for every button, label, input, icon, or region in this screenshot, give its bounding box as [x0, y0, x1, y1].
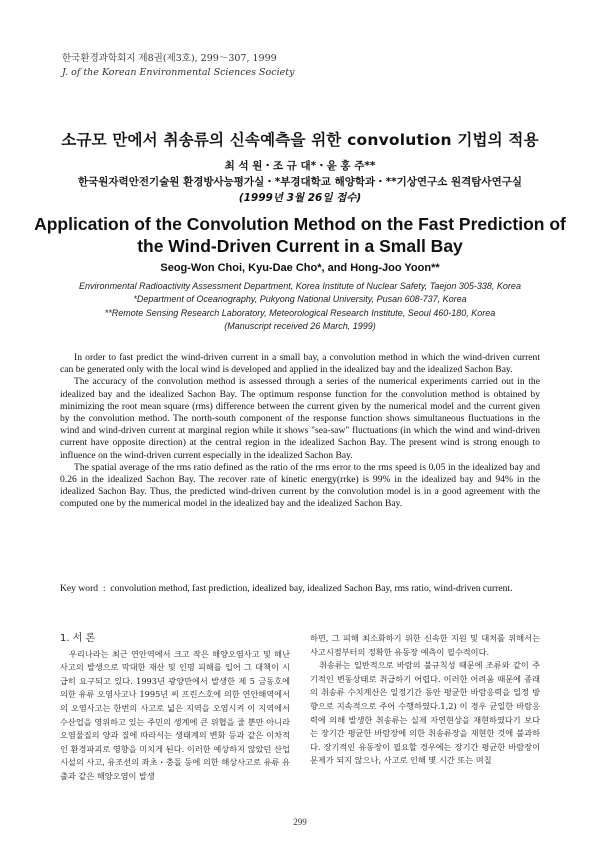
- abstract: [60, 352, 540, 511]
- korean-received-date: (1999년 3월 26일 접수): [238, 192, 362, 204]
- keyword-label: Key word :: [60, 583, 111, 594]
- abstract-paragraph-2: The accuracy of the convolution method is assessed through a series of the numerical experiments carried out in the idealized bay and the idealized Sachon Bay. The optimum response function for the convolution method is obtained by minimizing the root mean square (rms) difference between the current given by the numerical model and the current given by the convolution method. The north-south component of the response function shows simultaneous fluctuations in the wind and wind-driven current at marginal region while it shows "sea-saw" fluctuations (in which the wind and wind-driven current have opposite direction) at the central region in the idealized Sachon Bay. The present wind is strong enough to influence on the wind-driven current especially in the idealized Sachon Bay.: [60, 376, 540, 461]
- body-left-column: [60, 632, 290, 784]
- affiliation-3: **Remote Sensing Research Laboratory, Meteorological Research Institute, Seoul 460-180, Korea: [104, 307, 496, 318]
- english-authors: Seog-Won Choi, Kyu-Dae Cho*, and Hong-Joo Yoon**: [160, 262, 440, 274]
- korean-authors: 최 석 원・조 규 대*・윤 홍 주**: [224, 160, 376, 172]
- korean-affiliations: 한국원자력안전기술원 환경방사능평가실・*부경대학교 해양학과・**기상연구소 원격탐사연구실: [77, 176, 522, 188]
- english-affiliations: [0, 280, 600, 333]
- section-heading-introduction: 1. 서 론: [60, 633, 96, 644]
- english-title-line-2: the Wind-Driven Current in a Small Bay: [137, 236, 463, 256]
- english-title-line-1: Application of the Convolution Method on the Fast Prediction of: [34, 214, 566, 234]
- affiliation-2: *Department of Oceanography, Pukyong National University, Pusan 608-737, Korea: [133, 294, 467, 305]
- affiliation-1: Environmental Radioactivity Assessment Department, Korea Institute of Nuclear Safety, Taejon 305-338, Korea: [79, 281, 521, 291]
- abstract-paragraph-3: The spatial average of the rms ratio defined as the ratio of the rms error to the rms speed is 0.05 in the idealized bay and 0.26 in the idealized Sachon Bay. The recover rate of kinetic energy(rrke) is 99% in the idealized bay and 94% in the idealized Sachon Bay. Thus, the predicted wind-driven current by the convolution model is in a good agreement with the computed one by the numerical model in the idealized bay and the idealized Sachon Bay.: [60, 461, 540, 510]
- abstract-paragraph-1: In order to fast predict the wind-driven current in a small bay, a convolution method in which the wind-driven current can be generated only with the local wind is developed and applied in the idealized bay and the idealized Sachon Bay.: [60, 352, 540, 376]
- korean-journal-citation: 한국환경과학회지 제8권(제3호), 299～307, 1999: [62, 53, 277, 64]
- korean-title: 소규모 만에서 취송류의 신속예측을 위한 convolution 기법의 적용: [61, 131, 539, 149]
- keywords: [60, 583, 540, 595]
- english-journal-name: J. of the Korean Environmental Sciences Society: [62, 67, 295, 78]
- body-paragraph: 하면, 그 피해 최소화하기 위한 신속한 지원 및 대처를 위해서는 사고시점부터의 정확한 유동장 예측이 필수적이다.: [310, 633, 540, 657]
- body-paragraph: 우리나라는 최근 연안역에서 크고 작은 해양오염사고 및 해난사고의 발생으로 막대한 재산 및 인명 피해를 입어 그 대책이 시급히 요구되고 있다. 1993년 광양만에서 발생한 제 5 금동호에 의한 유류 오염사고나 1995년 씨 프린스호에 의한 연안해역에서의 오염사고는 한번의 사고로 넓은 지역을 오염시켜 이 지역에서 수산업을 영위하고 있는 주민의 생계에 큰 위협을 줄 뿐만 아니라 오염물질의 양과 질에 따라서는 생태계의 변화 등과 같은 이차적인 환경파괴로 영향을 미치게 된다. 이러한 예상하지 않았던 산업시설의 사고, 유조선의 좌초・충돌 등에 의한 해상사고로 유류 유출과 같은 해양오염이 발생: [60, 648, 290, 781]
- korean-author-block: [0, 158, 600, 206]
- body-paragraph: 취송류는 일반적으로 바람의 불규칙성 때문에 조류와 같이 주기적인 변동상태로 취급하기 어렵다. 이러한 어려움 때문에 종래의 취송류 수치계산은 일정기간 동안 평균한 바람응력을 일정 방향으로 지속적으로 주어 수행하였다.1,2) 이 경우 균일한 바람응력에 의해 발생한 취송류는 실제 자연현상을 재현하였다기 보다는 장기간 평균한 바람장에 의한 취송류장을 재현한 것에 불과하다. 장기적인 유동장이 필요할 경우에는 장기간 평균한 바람장이 문제가 되지 않으나, 사고로 인해 몇 시간 또는 며칠: [310, 660, 540, 766]
- keyword-list: convolution method, fast prediction, idealized bay, idealized Sachon Bay, rms ratio, wind-driven current.: [110, 583, 513, 594]
- english-title: [0, 213, 600, 257]
- page-number: 299: [293, 817, 307, 827]
- journal-header: [62, 52, 294, 80]
- body-right-column: [310, 632, 540, 768]
- manuscript-received-date: (Manuscript received 26 March, 1999): [224, 320, 376, 331]
